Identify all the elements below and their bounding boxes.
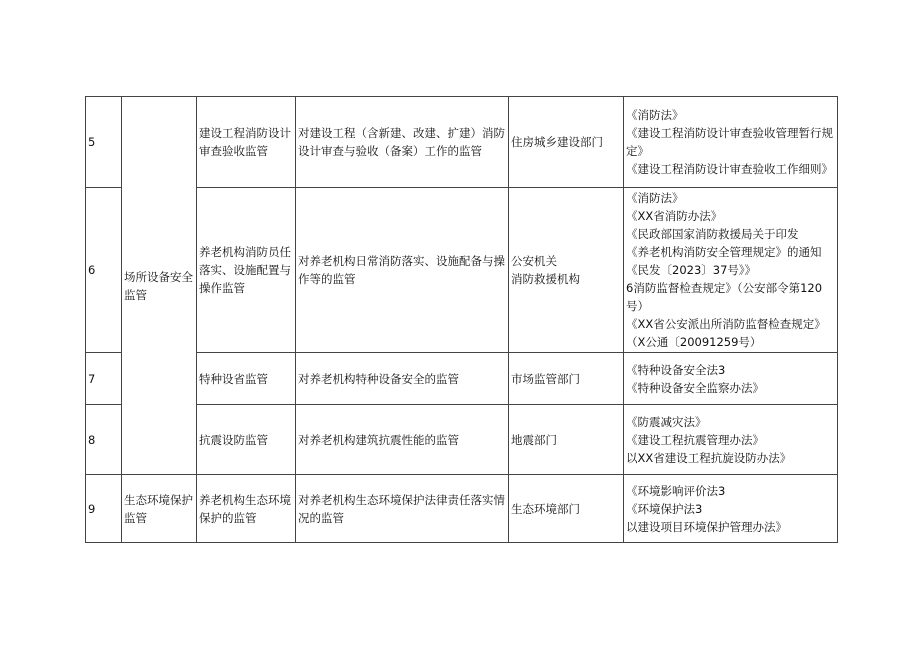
dept-cell: 市场监管部门 bbox=[509, 353, 624, 405]
law-cell bbox=[624, 353, 838, 405]
table-row bbox=[86, 353, 838, 405]
law-line: 《特种设备安全监察办法》 bbox=[626, 380, 764, 395]
law-line: 《特种设备安全法3 bbox=[626, 362, 726, 377]
law-cell bbox=[624, 188, 838, 353]
law-line: 《建设工程消防设计审查验收工作细则》 bbox=[626, 162, 833, 176]
row-number: 8 bbox=[86, 405, 122, 475]
row-number: 9 bbox=[86, 475, 122, 543]
law-line: 《防震减灾法》 bbox=[626, 414, 707, 429]
law-line: 《环境影响评价法3 bbox=[626, 483, 726, 498]
dept-line: 公安机关 bbox=[511, 254, 557, 268]
regulation-table bbox=[85, 96, 838, 543]
law-line: 以XX省建设工程抗旋设防办法》 bbox=[626, 450, 792, 465]
content-cell: 对养老机构生态环境保护法律责任落实情况的监管 bbox=[296, 475, 509, 543]
law-line: 以建设项目环境保护管理办法》 bbox=[626, 519, 787, 534]
item-cell: 养老机构消防员任落实、设施配置与操作监管 bbox=[197, 188, 296, 353]
law-line: 《民政部国家消防救援局关于印发 bbox=[626, 227, 799, 241]
law-line: 《环境保护法3 bbox=[626, 501, 703, 516]
law-line: 《建设工程抗震管理办法》 bbox=[626, 432, 764, 447]
law-line: 《XX省公安派出所消防监督检查规定》（X公通〔20091259号） bbox=[626, 317, 826, 349]
row-number: 6 bbox=[86, 188, 122, 353]
law-cell bbox=[624, 405, 838, 475]
item-cell: 养老机构生态环境保护的监管 bbox=[197, 475, 296, 543]
law-line: 《养老机构消防安全管理规定》的通知《民发〔2023〕37号》》 bbox=[626, 245, 822, 277]
content-cell: 对养老机构建筑抗震性能的监管 bbox=[296, 405, 509, 475]
item-cell: 特种设省监管 bbox=[197, 353, 296, 405]
dept-cell: 地震部门 bbox=[509, 405, 624, 475]
dept-line: 消防救援机构 bbox=[511, 272, 580, 286]
law-line: 《消防法》 bbox=[626, 191, 684, 205]
item-cell: 建设工程消防设计审查验收监管 bbox=[197, 97, 296, 188]
row-number: 7 bbox=[86, 353, 122, 405]
law-line: 6消防监督检查规定》（公安部令第120号） bbox=[626, 281, 823, 313]
dept-cell bbox=[509, 188, 624, 353]
content-cell: 对建设工程（含新建、改建、扩建）消防设计审查与验收（备案）工作的监管 bbox=[296, 97, 509, 188]
content-cell: 对养老机构特种设备安全的监管 bbox=[296, 353, 509, 405]
row-number: 5 bbox=[86, 97, 122, 188]
item-cell: 抗震设防监管 bbox=[197, 405, 296, 475]
law-cell bbox=[624, 97, 838, 188]
table-row bbox=[86, 188, 838, 353]
law-line: 《建设工程消防设计审查验收管理暂行规定》 bbox=[626, 126, 833, 158]
content-cell: 对养老机构日常消防落实、设施配备与操作等的监管 bbox=[296, 188, 509, 353]
table-row bbox=[86, 475, 838, 543]
law-cell bbox=[624, 475, 838, 543]
category-cell: 生态环境保护监管 bbox=[122, 475, 197, 543]
law-line: 《消防法》 bbox=[626, 108, 684, 122]
table-row bbox=[86, 405, 838, 475]
table-row bbox=[86, 97, 838, 188]
dept-cell: 生态环境部门 bbox=[509, 475, 624, 543]
dept-cell: 住房城乡建设部门 bbox=[509, 97, 624, 188]
law-line: 《XX省消防办法》 bbox=[626, 209, 723, 223]
category-cell: 场所设备安全监管 bbox=[122, 97, 197, 475]
